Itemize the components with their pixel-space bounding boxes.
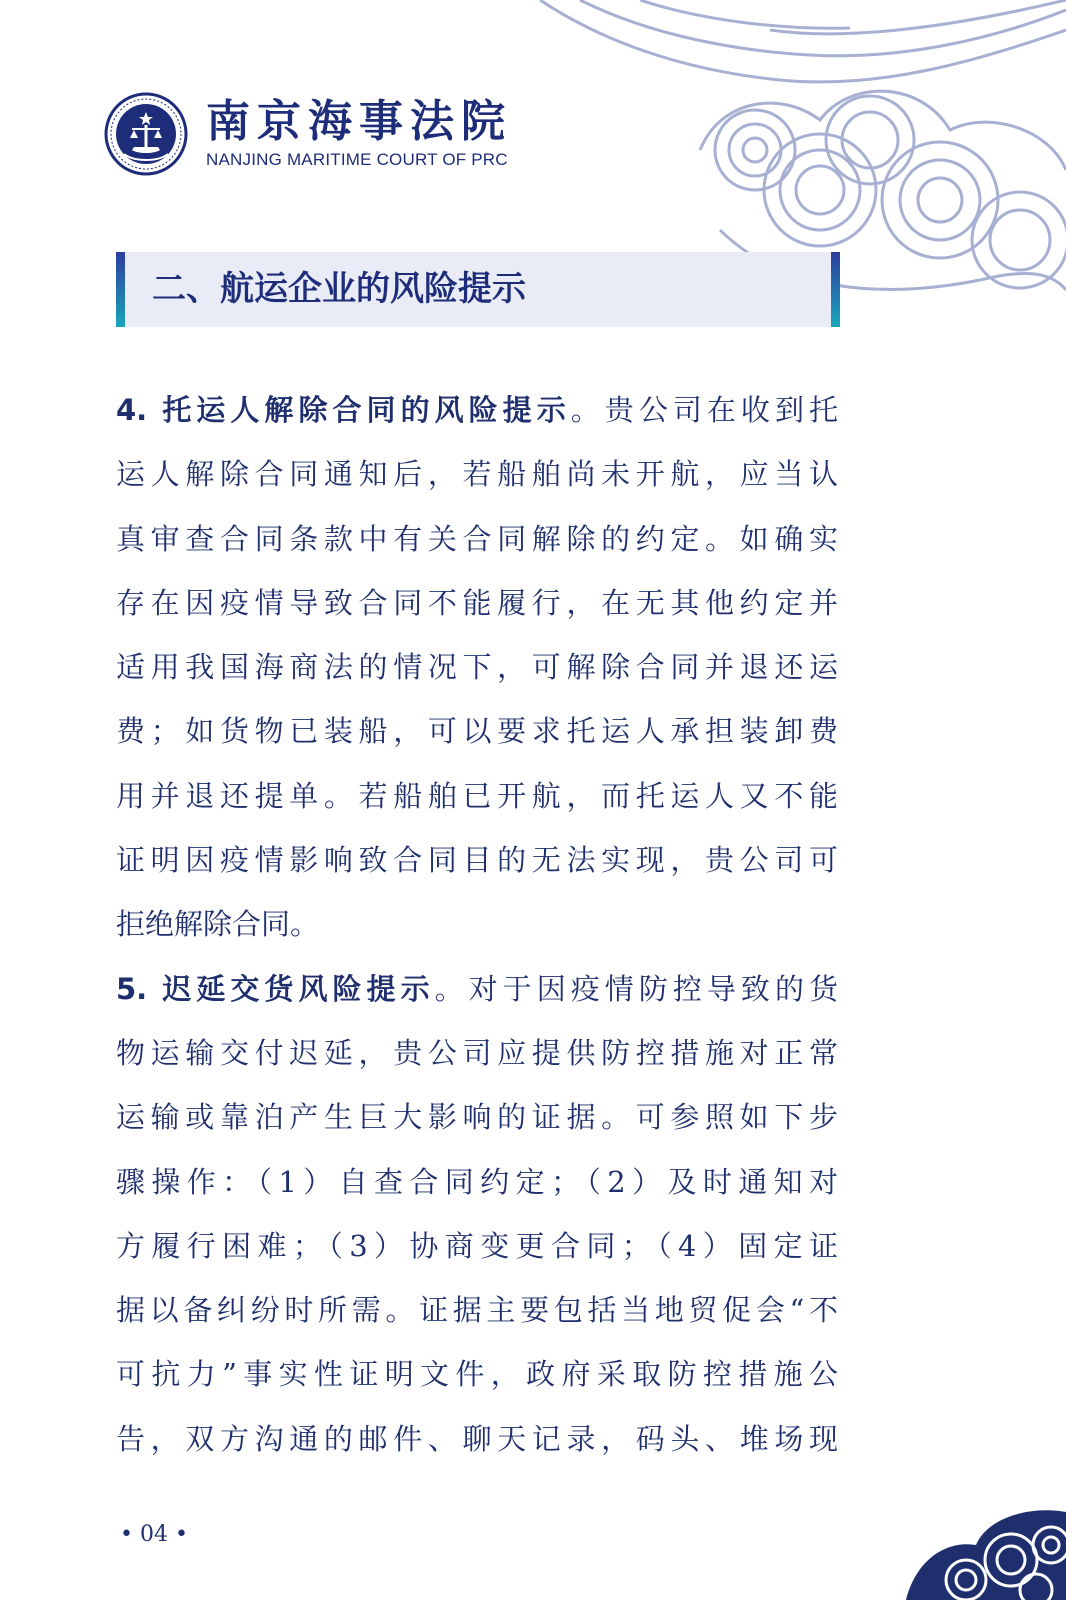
court-name-english: NANJING MARITIME COURT OF PRC <box>206 150 508 169</box>
wave-cloud-pattern-icon <box>906 1490 1066 1600</box>
paragraph-5 <box>116 957 838 1471</box>
text-line: 骤操作：（1）自查合同约定；（2）及时通知对 <box>116 1164 838 1199</box>
text-line: 物运输交付迟延，贵公司应提供防控措施对正常 <box>116 1035 838 1070</box>
text-line: 可抗力”事实性证明文件，政府采取防控措施公 <box>116 1357 838 1392</box>
court-header <box>104 92 512 176</box>
text-line: 告，双方沟通的邮件、聊天记录，码头、堆场现 <box>116 1421 838 1456</box>
text-line: 适用我国海商法的情况下，可解除合同并退还运 <box>116 650 838 685</box>
text-line: 拒绝解除合同。 <box>116 907 320 942</box>
article-body <box>116 378 838 1471</box>
text-span: 。对于因疫情防控导致的货 <box>434 971 838 1006</box>
paragraph-lead: 5. 迟延交货风险提示 <box>116 971 435 1006</box>
court-name-chinese: 南京海事法院 <box>206 96 512 147</box>
text-line: 据以备纠纷时所需。证据主要包括当地贸促会“不 <box>116 1293 838 1328</box>
paragraph-lead: 4. 托运人解除合同的风险提示 <box>116 393 571 427</box>
text-line: 运人解除合同通知后，若船舶尚未开航，应当认 <box>116 457 838 492</box>
text-line: 存在因疫情导致合同不能履行，在无其他约定并 <box>116 585 838 620</box>
text-line: 运输或靠泊产生巨大影响的证据。可参照如下步 <box>116 1100 838 1135</box>
paragraph-4 <box>116 378 838 957</box>
text-line: 费；如货物已装船，可以要求托运人承担装卸费 <box>116 714 838 749</box>
text-span: 。贵公司在收到托 <box>570 393 838 427</box>
court-emblem-icon <box>104 92 188 176</box>
text-line: 证明因疫情影响致合同目的无法实现，贵公司可 <box>116 843 838 878</box>
bar-accent-right <box>831 252 840 327</box>
section-title: 二、航运企业的风险提示 <box>152 269 526 309</box>
text-line: 方履行困难；（3）协商变更合同；（4）固定证 <box>116 1228 838 1263</box>
bar-accent-left <box>116 252 125 327</box>
section-heading-bar <box>116 252 840 327</box>
text-line <box>116 957 838 1021</box>
text-line: 真审查合同条款中有关合同解除的约定。如确实 <box>116 521 838 556</box>
text-line <box>116 378 838 442</box>
page-number: • 04 • <box>120 1522 188 1547</box>
text-line: 用并退还提单。若船舶已开航，而托运人又不能 <box>116 778 838 813</box>
